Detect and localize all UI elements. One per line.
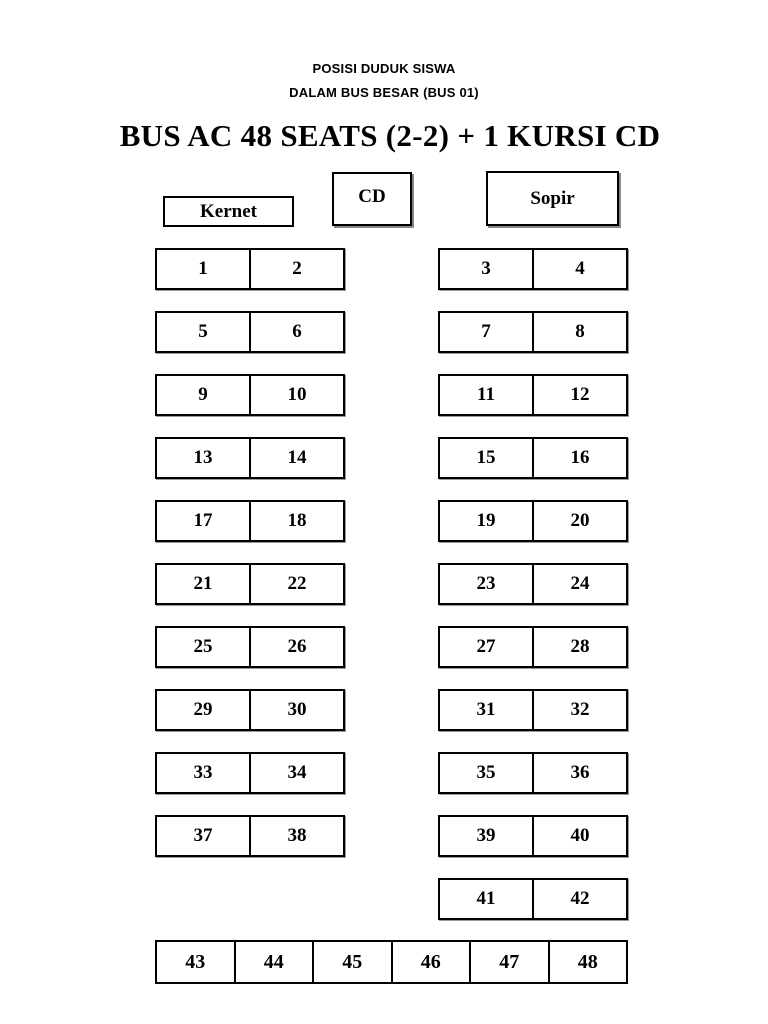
seat-pair xyxy=(438,815,628,857)
seat-pair xyxy=(438,752,628,794)
seat[interactable]: 22 xyxy=(249,565,343,603)
seat[interactable]: 37 xyxy=(193,825,213,846)
sopir-box: Sopir xyxy=(486,171,619,226)
seat[interactable]: 31 xyxy=(476,699,496,720)
seat[interactable]: 44 xyxy=(234,942,313,982)
seat[interactable]: 1 xyxy=(198,258,208,279)
seat[interactable]: 14 xyxy=(249,439,343,477)
seat[interactable]: 4 xyxy=(532,250,626,288)
seat[interactable]: 33 xyxy=(193,762,213,783)
seat-pair xyxy=(438,878,628,920)
seat[interactable]: 11 xyxy=(477,384,495,405)
seat[interactable]: 3 xyxy=(481,258,491,279)
seat-pair xyxy=(155,815,345,857)
seat[interactable]: 25 xyxy=(193,636,213,657)
seat[interactable]: 24 xyxy=(532,565,626,603)
seat-pair xyxy=(155,437,345,479)
seat-pair xyxy=(155,626,345,668)
seat[interactable]: 38 xyxy=(249,817,343,855)
seat[interactable]: 9 xyxy=(198,384,208,405)
seat[interactable]: 41 xyxy=(476,888,496,909)
seat[interactable]: 15 xyxy=(476,447,496,468)
seat[interactable]: 45 xyxy=(312,942,391,982)
seat[interactable]: 2 xyxy=(249,250,343,288)
seat[interactable]: 23 xyxy=(476,573,496,594)
seat-pair xyxy=(155,374,345,416)
kernet-box: Kernet xyxy=(163,196,294,227)
seat[interactable]: 47 xyxy=(469,942,548,982)
seat[interactable]: 10 xyxy=(249,376,343,414)
seat-pair xyxy=(438,689,628,731)
seat[interactable]: 46 xyxy=(391,942,470,982)
seat[interactable]: 28 xyxy=(532,628,626,666)
seat[interactable]: 19 xyxy=(476,510,496,531)
seat[interactable]: 17 xyxy=(193,510,213,531)
seat-pair xyxy=(438,563,628,605)
seat-pair xyxy=(155,752,345,794)
seat-pair xyxy=(155,248,345,290)
back-seat-row xyxy=(155,940,628,984)
heading-line1: POSISI DUDUK SISWA xyxy=(312,61,456,76)
seat[interactable]: 39 xyxy=(476,825,496,846)
seat[interactable]: 30 xyxy=(249,691,343,729)
seat-pair xyxy=(438,374,628,416)
seat[interactable]: 27 xyxy=(476,636,496,657)
seat[interactable]: 36 xyxy=(532,754,626,792)
seat[interactable]: 42 xyxy=(532,880,626,918)
seat[interactable]: 32 xyxy=(532,691,626,729)
seat-pair xyxy=(155,500,345,542)
seat-pair xyxy=(155,689,345,731)
seat[interactable]: 43 xyxy=(185,950,206,973)
seat[interactable]: 16 xyxy=(532,439,626,477)
seat[interactable]: 8 xyxy=(532,313,626,351)
seat[interactable]: 48 xyxy=(548,942,627,982)
seat[interactable]: 34 xyxy=(249,754,343,792)
seat[interactable]: 20 xyxy=(532,502,626,540)
seat[interactable]: 18 xyxy=(249,502,343,540)
seat[interactable]: 29 xyxy=(193,699,213,720)
seat[interactable]: 35 xyxy=(476,762,496,783)
seat-pair xyxy=(155,563,345,605)
seat[interactable]: 5 xyxy=(198,321,208,342)
seat-pair xyxy=(438,626,628,668)
seat-pair xyxy=(438,311,628,353)
seat[interactable]: 6 xyxy=(249,313,343,351)
seat-pair xyxy=(438,437,628,479)
seat-pair xyxy=(155,311,345,353)
bus-title: BUS AC 48 SEATS (2-2) + 1 KURSI CD xyxy=(119,118,661,153)
seat[interactable]: 26 xyxy=(249,628,343,666)
seat-pair xyxy=(438,500,628,542)
seat[interactable]: 12 xyxy=(532,376,626,414)
seat[interactable]: 21 xyxy=(193,573,213,594)
cd-box: CD xyxy=(332,172,412,226)
heading-line2: DALAM BUS BESAR (BUS 01) xyxy=(289,85,479,100)
seat-pair xyxy=(438,248,628,290)
seat[interactable]: 7 xyxy=(481,321,491,342)
seat[interactable]: 40 xyxy=(532,817,626,855)
seat[interactable]: 13 xyxy=(193,447,213,468)
